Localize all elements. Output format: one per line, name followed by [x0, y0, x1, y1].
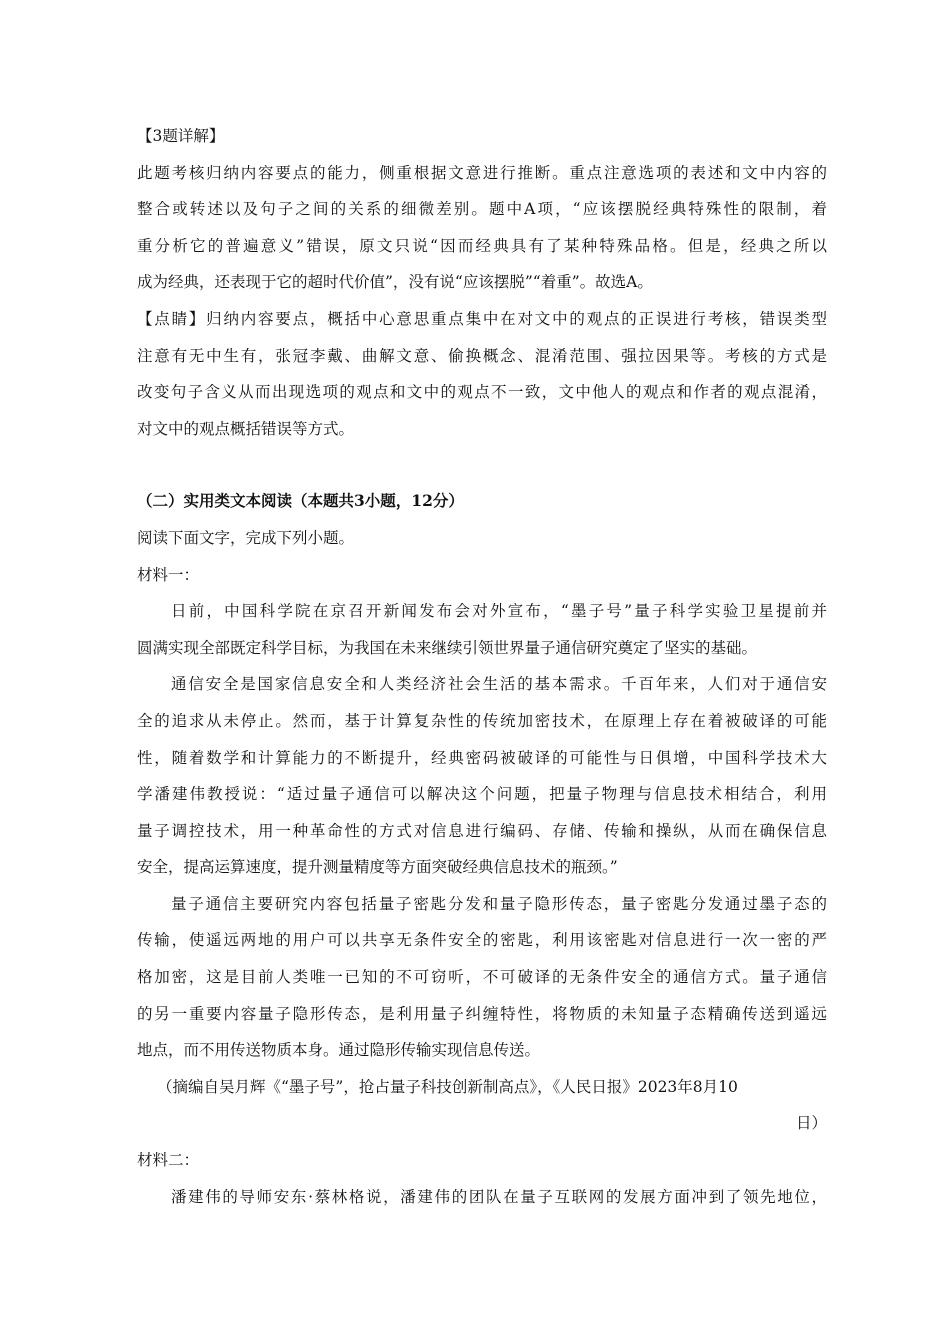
material1-paragraph-line: 学潘建伟教授说：“适过量子通信可以解决这个问题，把量子物理与信息技术相结合，利用 [137, 785, 827, 804]
material2-label: 材料二： [137, 1151, 200, 1170]
tip-line: 注意有无中生有，张冠李戴、曲解文意、偷换概念、混淆范围、强拉因果等。考核的方式是 [137, 346, 827, 365]
material1-paragraph-line: 传输，使遥远两地的用户可以共享无条件安全的密匙，利用该密匙对信息进行一次一密的严 [137, 931, 827, 950]
source-citation-end: 日） [795, 1114, 827, 1133]
section-title: （二）实用类文本阅读（本题共3小题，12分） [137, 491, 464, 511]
analysis-line: 整合或转述以及句子之间的关系的细微差别。题中A项，“应该摆脱经典特殊性的限制，着 [137, 200, 827, 219]
material1-paragraph-line: 量子调控技术，用一种革命性的方式对信息进行编码、存储、传输和操纵，从而在确保信息 [137, 821, 827, 840]
section-instruction: 阅读下面文字，完成下列小题。 [137, 528, 355, 547]
material1-paragraph-line: 地点，而不用传送物质本身。通过隐形传输实现信息传送。 [137, 1041, 541, 1060]
material1-paragraph-line: 量子通信主要研究内容包括量子密匙分发和量子隐形传态，量子密匙分发通过墨子态的 [171, 894, 827, 913]
material1-paragraph-line: 性，随着数学和计算能力的不断提升，经典密码被破译的可能性与日俱增，中国科学技术大 [137, 748, 827, 767]
material1-label: 材料一： [137, 565, 200, 584]
material1-paragraph-line: 格加密，这是目前人类唯一已知的不可窃听，不可破译的无条件安全的通信方式。量子通信 [137, 968, 827, 987]
material1-paragraph-line: 日前，中国科学院在京召开新闻发布会对外宣布，“墨子号”量子科学实验卫星提前并 [171, 602, 827, 621]
tip-line: 改变句子含义从而出现选项的观点和文中的观点不一致，文中他人的观点和作者的观点混淆， [137, 383, 827, 402]
material1-paragraph-line: 圆满实现全部既定科学目标，为我国在未来继续引领世界量子通信研究奠定了坚实的基础。 [137, 638, 758, 657]
analysis-line: 此题考核归纳内容要点的能力，侧重根据文意进行推断。重点注意选项的表述和文中内容的 [137, 163, 827, 182]
material1-paragraph-line: 的另一重要内容量子隐形传态，是利用量子纠缠特性，将物质的未知量子态精确传送到遥远 [137, 1004, 827, 1023]
tip-line: 对文中的观点概括错误等方式。 [137, 419, 355, 438]
document-page [137, 118, 827, 1215]
analysis-heading: 【3题详解】 [137, 127, 225, 145]
material2-paragraph-line: 潘建伟的导师安东·蔡林格说，潘建伟的团队在量子互联网的发展方面冲到了领先地位， [171, 1187, 827, 1206]
material1-paragraph-line: 安全，提高运算速度，提升测量精度等方面突破经典信息技术的瓶颈。” [137, 858, 618, 877]
source-citation: （摘编自吴月辉《“墨子号”，抢占量子科技创新制高点》，《人民日报》2023年8月10 [157, 1077, 738, 1096]
material1-paragraph-line: 通信安全是国家信息安全和人类经济社会生活的基本需求。千百年来，人们对于通信安 [171, 675, 827, 694]
analysis-line: 重分析它的普遍意义”错误，原文只说“因而经典具有了某种特殊品格。但是，经典之所以 [137, 236, 827, 255]
section-gap [137, 447, 827, 483]
material1-paragraph-line: 全的追求从未停止。然而，基于计算复杂性的传统加密技术，在原理上存在着被破译的可能 [137, 711, 827, 730]
analysis-line: 成为经典，还表现于它的超时代价值”，没有说“应该摆脱”“着重”。故选A。 [137, 273, 653, 292]
tip-line: 【点睛】归纳内容要点，概括中心意思重点集中在对文中的观点的正误进行考核，错误类型 [137, 309, 827, 328]
